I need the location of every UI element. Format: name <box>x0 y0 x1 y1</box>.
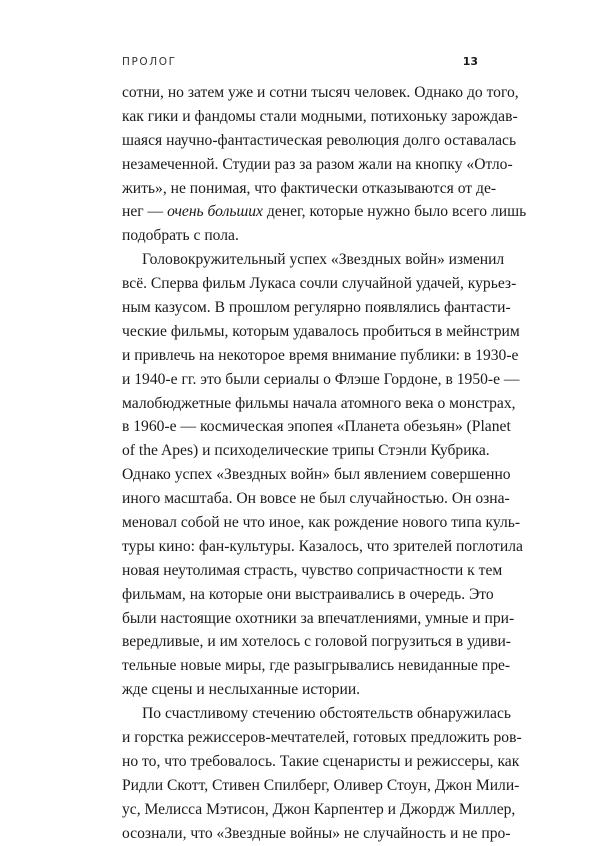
text-line: новая неутолимая страсть, чувство сопричастности к тем <box>122 561 503 579</box>
text-line: По счастливому стечению обстоятельств обнаружилась <box>142 705 511 723</box>
text-segment: нег — <box>122 203 168 221</box>
text-line: Ридли Скотт, Стивен Спилберг, Оливер Стоун, Джон Мили- <box>122 776 520 794</box>
text-line: Однако успех «Звездных войн» был явлением совершенно <box>122 466 511 484</box>
emphasis-text: очень больших <box>167 203 263 221</box>
text-line: жить», не понимая, что фактически отказываются от де- <box>122 179 497 197</box>
text-line: тельные новые миры, где разыгрывались невиданные пре- <box>122 657 511 675</box>
text-line: но то, что требовалось. Такие сценаристы и режиссеры, как <box>122 752 520 770</box>
text-line: в 1960-е — космическая эпопея «Планета обезьян» (Planet <box>122 418 511 436</box>
text-line: меновал собой не что иное, как рождение нового типа куль- <box>122 514 521 532</box>
text-line: фильмам, на которые они выстраивались в очередь. Это <box>122 585 494 603</box>
text-line <box>122 200 527 224</box>
text-line: ус, Мелисса Мэтисон, Джон Карпентер и Джордж Миллер, <box>122 800 516 818</box>
text-line: туры кино: фан-культуры. Казалось, что зрителей поглотила <box>122 537 523 555</box>
text-line: были настоящие охотники за впечатлениями, умные и при- <box>122 609 515 627</box>
text-segment: денег, которые нужно было всего лишь <box>262 203 527 221</box>
text-line: подобрать с пола. <box>122 227 239 245</box>
text-line: незамеченной. Студии раз за разом жали на кнопку «Отло- <box>122 155 513 173</box>
text-line: малобюджетные фильмы начала атомного века о монстрах, <box>122 394 516 412</box>
text-line: осознали, что «Звездные войны» не случайность и не про- <box>122 824 511 842</box>
text-line: of the Apes) и психоделические трипы Стэнли Кубрика. <box>122 442 490 460</box>
text-line: жде сцены и неслыханные истории. <box>122 681 361 699</box>
text-line: ческие фильмы, которым удавалось пробиться в мейнстрим <box>122 322 520 340</box>
text-line: шаяся научно-фантастическая революция долго оставалась <box>122 131 517 149</box>
running-header-title: ПРОЛОГ <box>122 56 177 68</box>
text-line: как гики и фандомы стали модными, потихоньку зарождав- <box>122 107 518 125</box>
text-line: сотни, но затем уже и сотни тысяч человек. Однако до того, <box>122 84 519 101</box>
text-line: и горстка режиссеров-мечтателей, готовых предложить ров- <box>122 729 522 747</box>
text-line: и привлечь на некоторое время внимание публики: в 1930-е <box>122 346 519 364</box>
text-line: вередливые, и им хотелось с головой погрузиться в удиви- <box>122 633 512 651</box>
text-line: и 1940-е гг. это были сериалы о Флэше Гордоне, в 1950-е — <box>122 370 520 388</box>
text-line: иного масштаба. Он вовсе не был случайностью. Он озна- <box>122 490 510 508</box>
page-number: 13 <box>462 55 478 68</box>
body-text <box>122 81 527 846</box>
text-line: ным казусом. В прошлом регулярно появлялись фантасти- <box>122 299 511 317</box>
text-line: Головокружительный успех «Звездных войн» изменил <box>142 251 505 269</box>
text-line: всё. Сперва фильм Лукаса сочли случайной удачей, курьез- <box>122 275 517 293</box>
